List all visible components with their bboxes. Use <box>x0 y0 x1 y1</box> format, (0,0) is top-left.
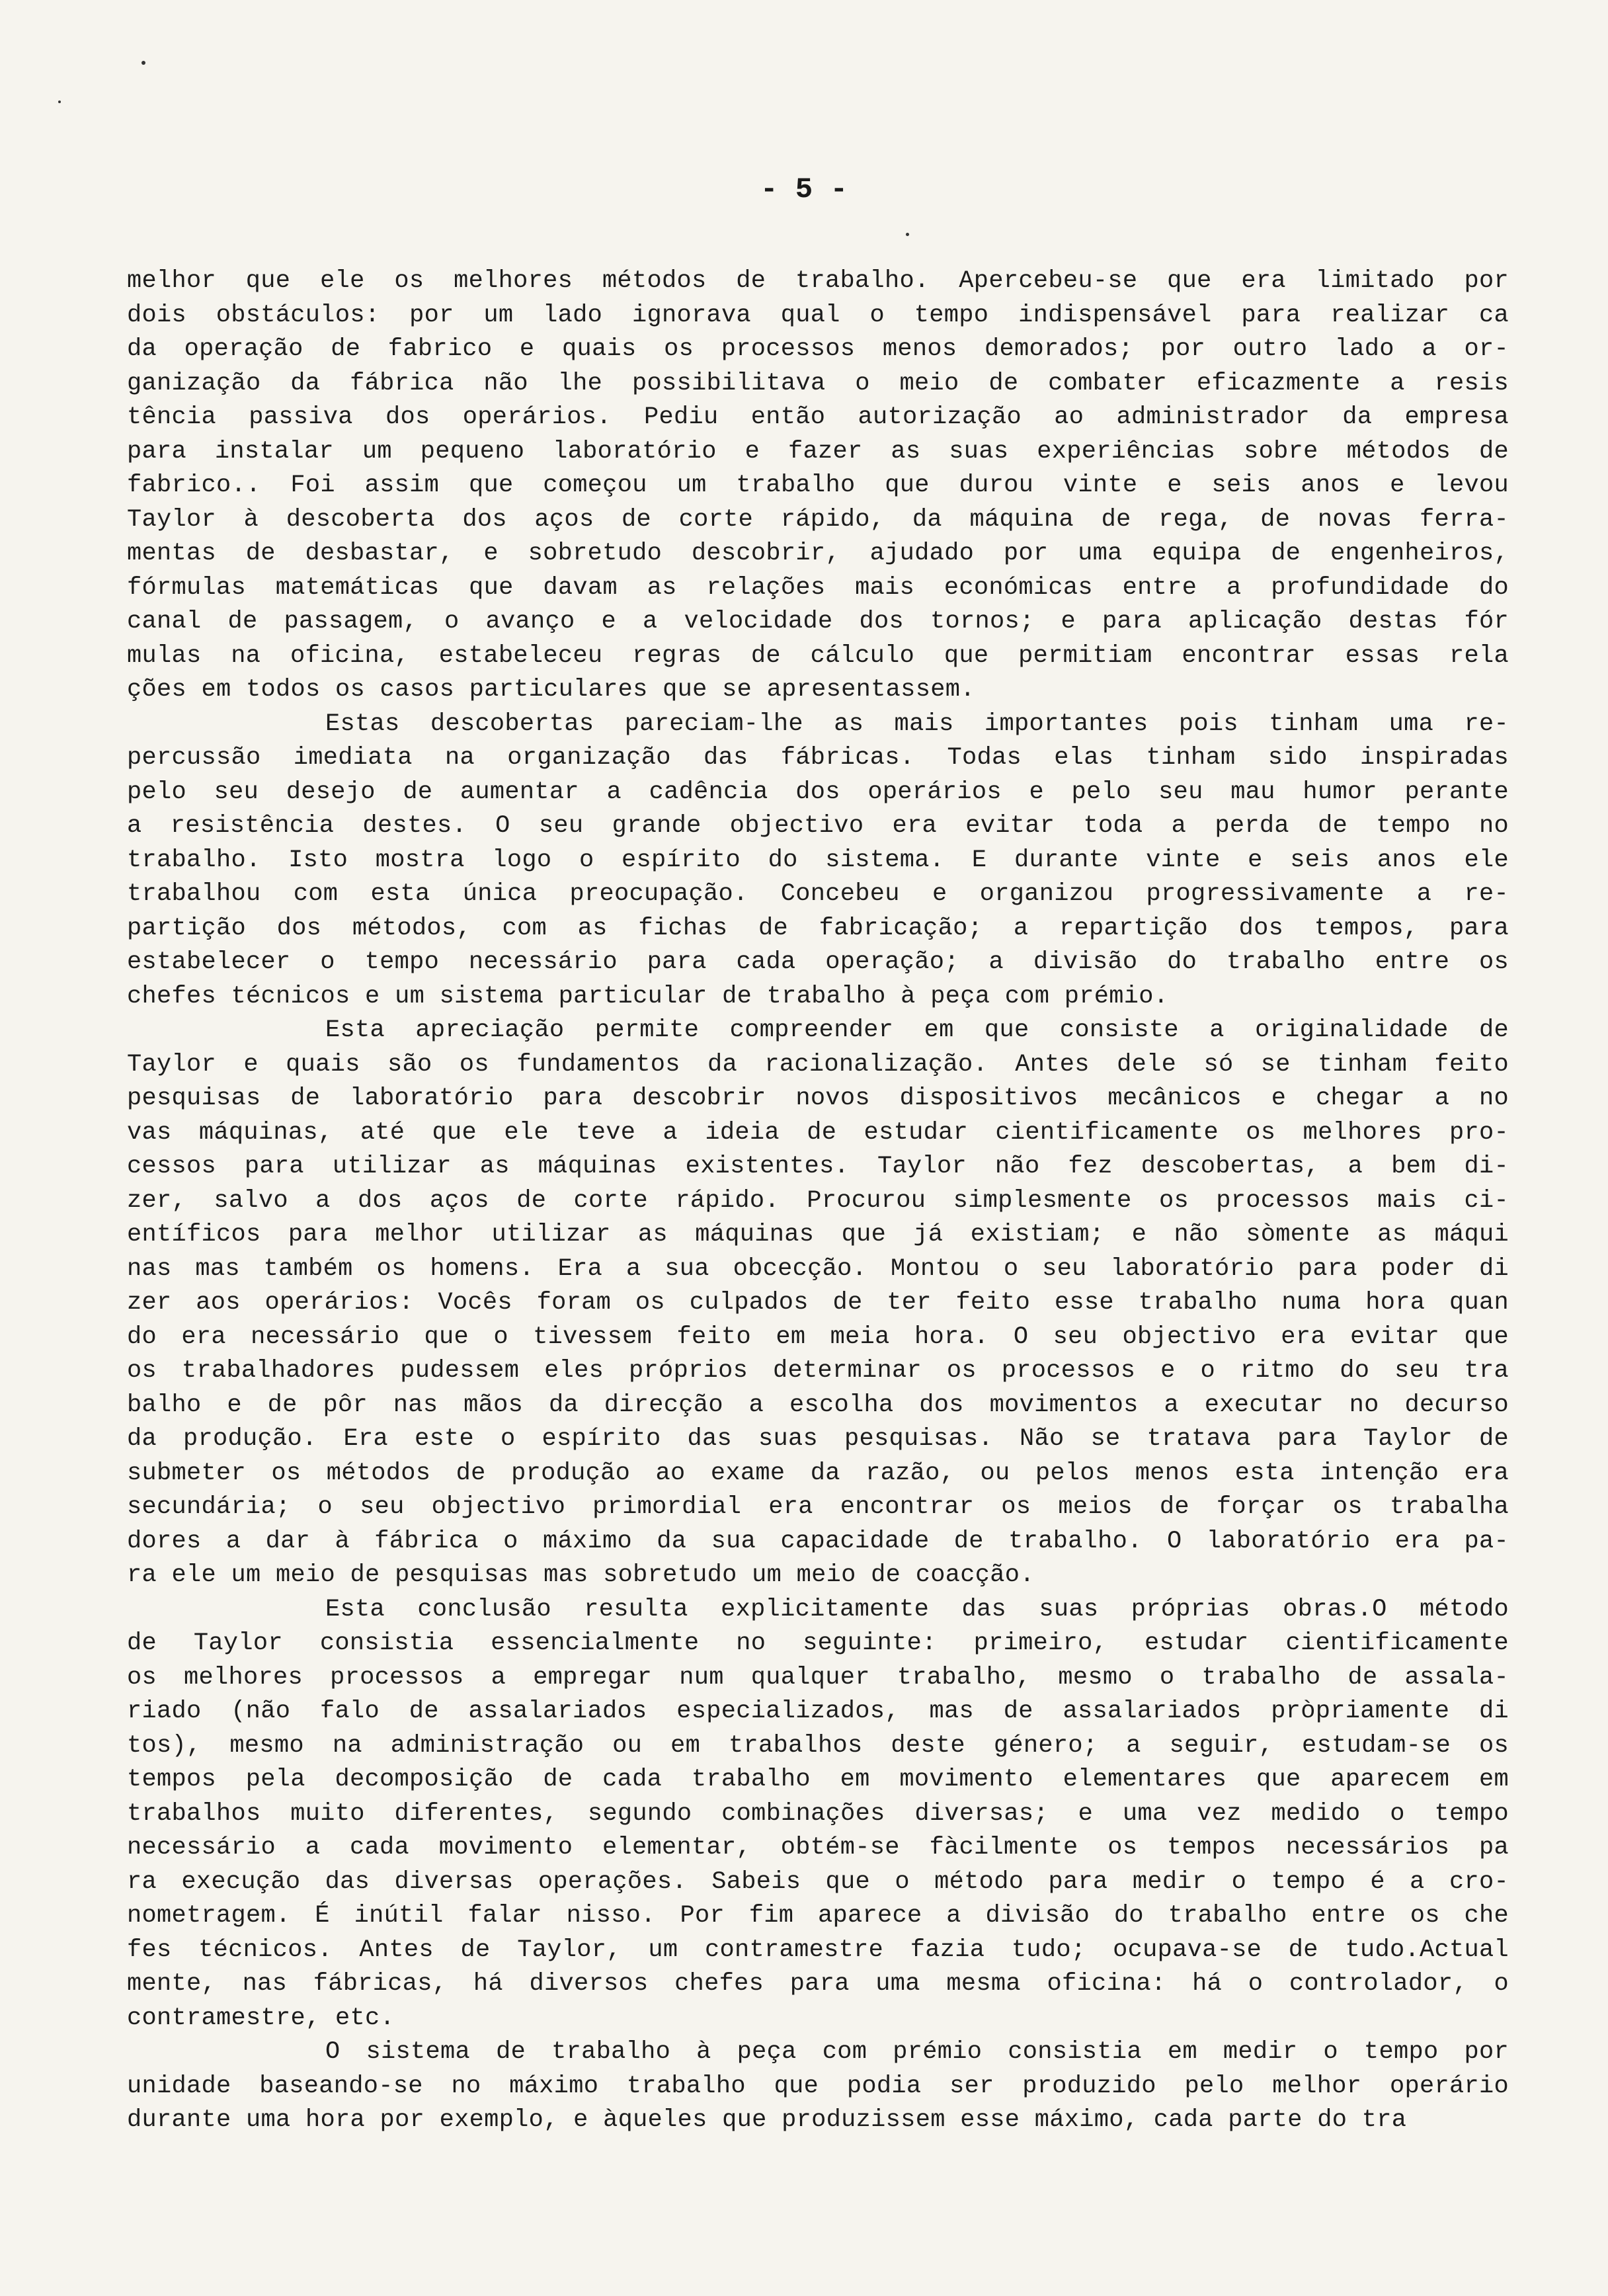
text-line: necessário a cada movimento elementar, obtém-se fàcilmente os tempos necessários pa <box>127 1834 1509 1862</box>
text-line: Esta apreciação permite compreender em que consiste a originalidade de <box>325 1016 1509 1044</box>
text-line: mulas na oficina, estabeleceu regras de cálculo que permitiam encontrar essas rela <box>127 641 1509 670</box>
text-line: a resistência destes. O seu grande objectivo era evitar toda a perda de tempo no <box>127 812 1509 840</box>
text-line: secundária; o seu objectivo primordial era encontrar os meios de forçar os trabalha <box>127 1493 1509 1521</box>
page-number: - 5 - <box>760 173 848 206</box>
text-line: contramestre, etc. <box>127 2004 395 2032</box>
text-line: estabelecer o tempo necessário para cada operação; a divisão do trabalho entre os <box>127 948 1509 976</box>
body-text <box>127 265 1509 2138</box>
text-line: canal de passagem, o avanço e a velocidade dos tornos; e para aplicação destas fór <box>127 608 1509 636</box>
text-line: para instalar um pequeno laboratório e fazer as suas experiências sobre métodos de <box>127 437 1509 466</box>
text-line: Estas descobertas pareciam-lhe as mais importantes pois tinham uma re- <box>325 710 1509 738</box>
text-line: Taylor e quais são os fundamentos da racionalização. Antes dele só se tinham feito <box>127 1050 1509 1079</box>
text-line: zer, salvo a dos aços de corte rápido. Procurou simplesmente os processos mais ci- <box>127 1186 1509 1215</box>
text-line: fes técnicos. Antes de Taylor, um contramestre fazia tudo; ocupava-se de tudo.Actual <box>127 1936 1509 1964</box>
text-line: mentas de desbastar, e sobretudo descobrir, ajudado por uma equipa de engenheiros, <box>127 540 1509 567</box>
scan-speck <box>141 61 145 65</box>
paragraph <box>127 265 1509 708</box>
text-line: submeter os métodos de produção ao exame da razão, ou pelos menos esta intenção era <box>127 1459 1509 1487</box>
text-line: fórmulas matemáticas que davam as relações mais económicas entre a profundidade do <box>127 573 1509 602</box>
text-line: do era necessário que o tivessem feito em meia hora. O seu objectivo era evitar que <box>127 1323 1509 1351</box>
text-line: tempos pela decomposição de cada trabalho em movimento elementares que aparecem em <box>127 1766 1509 1793</box>
text-line: Esta conclusão resulta explicitamente das suas próprias obras.O método <box>325 1595 1509 1623</box>
text-line: melhor que ele os melhores métodos de trabalho. Apercebeu-se que era limitado por <box>127 267 1509 295</box>
paragraph <box>127 1593 1509 2036</box>
text-line: partição dos métodos, com as fichas de fabricação; a repartição dos tempos, para <box>127 914 1509 942</box>
text-line: os trabalhadores pudessem eles próprios determinar os processos e o ritmo do seu tra <box>127 1357 1509 1385</box>
text-line: fabrico.. Foi assim que começou um trabalho que durou vinte e seis anos e levou <box>127 472 1509 499</box>
text-line: ra execução das diversas operações. Sabeis que o método para medir o tempo é a cro- <box>127 1867 1509 1896</box>
paragraph <box>127 708 1509 1014</box>
scan-speck <box>906 233 909 236</box>
text-line: ra ele um meio de pesquisas mas sobretudo um meio de coacção. <box>127 1561 1035 1589</box>
text-line: pesquisas de laboratório para descobrir novos dispositivos mecânicos e chegar a no <box>127 1085 1509 1112</box>
scan-speck <box>58 101 61 103</box>
text-line: mente, nas fábricas, há diversos chefes para uma mesma oficina: há o controlador, o <box>127 1970 1509 1998</box>
text-line: pelo seu desejo de aumentar a cadência dos operários e pelo seu mau humor perante <box>127 778 1509 806</box>
text-line: chefes técnicos e um sistema particular de trabalho à peça com prémio. <box>127 982 1169 1010</box>
text-line: tos), mesmo na administração ou em trabalhos deste género; a seguir, estudam-se os <box>127 1731 1509 1760</box>
text-line: da operação de fabrico e quais os processos menos demorados; por outro lado a or- <box>127 335 1509 363</box>
text-line: dois obstáculos: por um lado ignorava qual o tempo indispensável para realizar ca <box>127 301 1509 329</box>
paragraph <box>127 2035 1509 2138</box>
text-line: trabalhou com esta única preocupação. Concebeu e organizou progressivamente a re- <box>127 880 1509 908</box>
text-line: unidade baseando-se no máximo trabalho que podia ser produzido pelo melhor operário <box>127 2072 1509 2100</box>
text-line: nometragem. É inútil falar nisso. Por fim aparece a divisão do trabalho entre os che <box>127 1902 1509 1930</box>
text-line: ções em todos os casos particulares que se apresentassem. <box>127 676 975 704</box>
text-line: cessos para utilizar as máquinas existentes. Taylor não fez descobertas, a bem di- <box>127 1153 1509 1180</box>
text-line: dores a dar à fábrica o máximo da sua capacidade de trabalho. O laboratório era pa- <box>127 1527 1509 1555</box>
text-line: balho e de pôr nas mãos da direcção a escolha dos movimentos a executar no decurso <box>127 1391 1509 1419</box>
text-line: tência passiva dos operários. Pediu então autorização ao administrador da empresa <box>127 403 1509 431</box>
text-line: trabalhos muito diferentes, segundo combinações diversas; e uma vez medido o tempo <box>127 1799 1509 1828</box>
text-line: zer aos operários: Vocês foram os culpados de ter feito esse trabalho numa hora quan <box>127 1289 1509 1317</box>
text-line: durante uma hora por exemplo, e àqueles que produzissem esse máximo, cada parte do tra <box>127 2106 1407 2134</box>
text-line: os melhores processos a empregar num qualquer trabalho, mesmo o trabalho de assala- <box>127 1663 1509 1692</box>
text-line: entíficos para melhor utilizar as máquinas que já existiam; e não sòmente as máqui <box>127 1221 1509 1249</box>
text-line: percussão imediata na organização das fábricas. Todas elas tinham sido inspiradas <box>127 744 1509 772</box>
text-line: Taylor à descoberta dos aços de corte rápido, da máquina de rega, de novas ferra- <box>127 505 1509 534</box>
text-line: O sistema de trabalho à peça com prémio consistia em medir o tempo por <box>325 2038 1509 2066</box>
text-line: trabalho. Isto mostra logo o espírito do sistema. E durante vinte e seis anos ele <box>127 846 1509 874</box>
text-line: da produção. Era este o espírito das suas pesquisas. Não se tratava para Taylor de <box>127 1425 1509 1453</box>
text-line: vas máquinas, até que ele teve a ideia de estudar cientificamente os melhores pro- <box>127 1118 1509 1147</box>
paragraph <box>127 1014 1509 1593</box>
text-line: nas mas também os homens. Era a sua obcecção. Montou o seu laboratório para poder di <box>127 1254 1509 1283</box>
text-line: de Taylor consistia essencialmente no seguinte: primeiro, estudar cientificamente <box>127 1629 1509 1657</box>
text-line: ganização da fábrica não lhe possibilitava o meio de combater eficazmente a resis <box>127 369 1509 397</box>
text-line: riado (não falo de assalariados especializados, mas de assalariados pròpriamente di <box>127 1698 1509 1725</box>
